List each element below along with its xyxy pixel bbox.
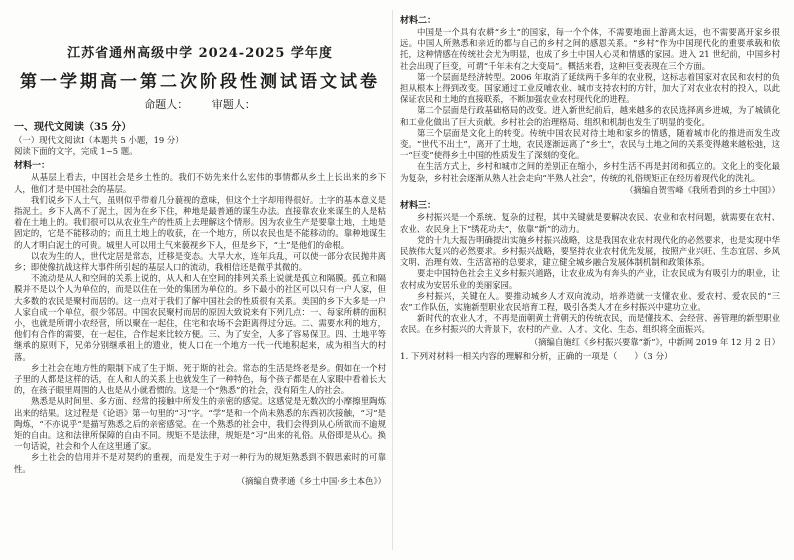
exam-title-line2: 第一学期高一第二次阶段性测试语文试卷	[20, 72, 380, 92]
right-column	[400, 0, 780, 560]
paragraph: 第一个层面是经济转型。2006 年取消了延续两千多年的农业税，这标志着国家对农民和农村的负担从根本上得到改变。国家通过工业反哺农业、城市支持农村的方针，加大了对农业农村的投入，以此保证农民和土地的直接联系，不断加强农业农村现代化的进程。	[400, 71, 780, 105]
paragraph: 从基层上看去，中国社会是乡土性的。我们不妨先来什么宏伟的事情都从乡土上长出来的乡下人，他们才是中国社会的基层。	[14, 172, 386, 194]
reviewer-label: 审题人：	[211, 98, 256, 111]
material1-label: 材料一：	[14, 161, 51, 172]
material2-label: 材料二：	[400, 16, 437, 26]
paragraph: 我们说乡下人土气，虽则似乎带着几分藐视的意味，但这个土字却用得很好。土字的基本意义是指泥土。乡下人离不了泥土，因为在乡下住，种地是最普通的谋生办法。直接靠农业来谋生的人是粘着在土地上的。我们很可以从农业生产的性质上去理解这个情形。因为农业生产是要靠土地，土地是固定的，它是不能移动的；而且土地上的收获，在一个地方，所以农民也是不能移动的。靠种地谋生的人才明白泥土的可贵。城里人可以用土气来藐视乡下人，但是乡下，“土”是他们的命根。	[14, 194, 386, 250]
instruction: 阅读下面的文字，完成 1~5 题。	[14, 146, 138, 157]
paragraph: 新时代的农业人才，不再是面朝黄土背朝天的传统农民，而是懂技术、会经营、善管理的新型职业农民。在乡村振兴的大背景下，农村的产业、人才、文化、生态、组织将全面振兴。	[400, 313, 780, 335]
source-citation: （摘编自施红《乡村振兴要靠“新”》，中新网 2019 年 12 月 2 日）	[529, 336, 780, 347]
left-column	[14, 0, 386, 560]
source-citation: （摘编自费孝通《乡土中国·乡土本色》）	[236, 475, 386, 486]
paragraph: 乡土社会的信用并不是对契约的重视，而是发生于对一种行为的规矩熟悉到不假思索时的可靠性。	[14, 452, 386, 474]
material3-label: 材料三：	[400, 201, 437, 212]
question-1: 1. 下列对材料一相关内容的理解和分析，正确的一项是（ ）（3 分）	[400, 352, 673, 363]
paragraph: 乡村振兴是一个系统、复杂的过程，其中关键就是要解决农民、农业和农村问题，就需要在农村、农业、农民身上下“绣花功夫”，依靠“新”的动力。	[400, 212, 780, 234]
paragraph: 中国是一个具有农耕“乡土”的国家，每一个个体，不需要地面上游离太远，也不需要离开家乡很远。中国人所熟悉和亲近的都与自己的乡村之间的感恩关系。“乡村”作为中国现代化的重要承载和依托，这种情感在传统社会尤为明显，也成了乡土中国人心灵和情感的家园。进入 21 世纪前，中国乡村社会出现了巨变，可谓“千年未有之大变局”。概括来看，这种巨变表现在三个方面。	[400, 27, 780, 71]
source-citation: （摘编自贺雪峰《我所看到的乡土中国》）	[625, 184, 780, 195]
subsection-heading: （一）现代文阅读Ⅰ（本题共 5 小题，19 分）	[14, 135, 184, 145]
paragraph: 不流动是从人和空间的关系上说的，从人和人在空间的排列关系上说就是孤立和隔膜。孤立和隔膜并不是以个人为单位的，而是以住在一处的集团为单位的。乡下最小的社区可以只有一户人家，但大多数的农民是聚村而居的。这一点对于我们了解中国社会的性质很有关系。美国的乡下大多是一户人家自成一个单位，很少邻居。中国农民聚村而居的原因大致说来有下列几点：一、每家所耕的面积小，也就是所谓小农经营，所以聚在一起住，住宅和农场不会距离得过分远。二、需要水利的地方，他们有合作的需要，在一起住，合作起来比较方便。三、为了安全，人多了容易保卫。四、土地平等继承的原则下，兄弟分别继承祖上的遗业，使人口在一个地方一代一代地积起来，成为相当大的村落。	[14, 273, 386, 362]
paragraph: 党的十九大报告明确提出实施乡村振兴战略，这是我国农业农村现代化的必然要求，也是实现中华民族伟大复兴的必然要求。乡村振兴战略，要坚持农业农村优先发展，按照产业兴旺、生态宜居、乡风文明、治理有效、生活富裕的总要求，建立健全城乡融合发展体制机制和政策体系。	[400, 234, 780, 268]
paragraph: 第二个层面是行政基础格局的改变。进入新世纪前后，越来越多的农民选择离乡进城，为了城镇化和工业化做出了巨大贡献。乡村社会的治理格局、组织和机制也发生了明显的变化。	[400, 105, 780, 127]
paragraph: 乡村振兴，关键在人。要推动城乡人才双向流动，培养造就一支懂农业、爱农村、爱农民的“三农”工作队伍，实施新型职业农民培育工程，吸引各类人才在乡村振兴中建功立业。	[400, 290, 780, 313]
paragraph: 在生活方式上，乡村和城市之间的差别正在缩小，乡村生活不再是封闭和孤立的。文化上的变化最为复杂，乡村社会逐渐从熟人社会走向“半熟人社会”，传统的礼俗规矩正在经历着现代化的洗礼。	[400, 161, 780, 183]
section-heading: 一、现代文阅读（35 分）	[14, 122, 132, 133]
paragraph: 第三个层面是文化上的转变。传统中国农民对待土地和家乡的情感，随着城市化的推进而发生改变。“世代不出土”，离开了土地，农民逐渐远离了“乡土”，农民与土地之间的关系变得越来越松弛，这一“巨变”使得乡土中国的性质发生了深刻的变化。	[400, 127, 780, 161]
column-divider	[392, 10, 393, 550]
paragraph: 以农为生的人，世代定居是常态，迁移是变态。大旱大水，连年兵乱，可以使一部分农民抛井离乡；即使像抗战这样大事件所引起的基层人口的流动，我相信还是微乎其微的。	[14, 250, 386, 273]
author-label: 命题人：	[144, 98, 189, 111]
author-line	[14, 96, 386, 112]
paragraph: 要走中国特色社会主义乡村振兴道路，让农业成为有奔头的产业，让农民成为有吸引力的职业，让农村成为安居乐业的美丽家园。	[400, 268, 780, 290]
exam-title-line1: 江苏省通州高级中学 2024-2025 学年度	[67, 46, 333, 61]
paragraph: 熟悉是从时间里、多方面、经常的接触中所发生的亲密的感觉。这感觉是无数次的小摩擦里陶炼出来的结果。这过程是《论语》第一句里的“习”字。“学”是和一个尚未熟悉的东西初次接触，“习”是陶炼，“不亦说乎”是描写熟悉之后的亲密感觉。在一个熟悉的社会中，我们会得到从心所欲而不逾规矩的自由。这和法律所保障的自由不同。规矩不是法律，规矩是“习”出来的礼俗。从俗即是从心。换一句话说，社会和个人在这里通了家。	[14, 396, 386, 452]
paragraph: 乡土社会在地方性的限制下成了生于斯、死于斯的社会。常态的生活是终老是乡。假如在一个村子里的人都是这样的话，在人和人的关系上也就发生了一种特色，每个孩子都是在人家眼中看着长大的，在孩子眼里周围的人也是从小就看惯的。这是一个“熟悉”的社会，没有陌生人的社会。	[14, 362, 386, 396]
